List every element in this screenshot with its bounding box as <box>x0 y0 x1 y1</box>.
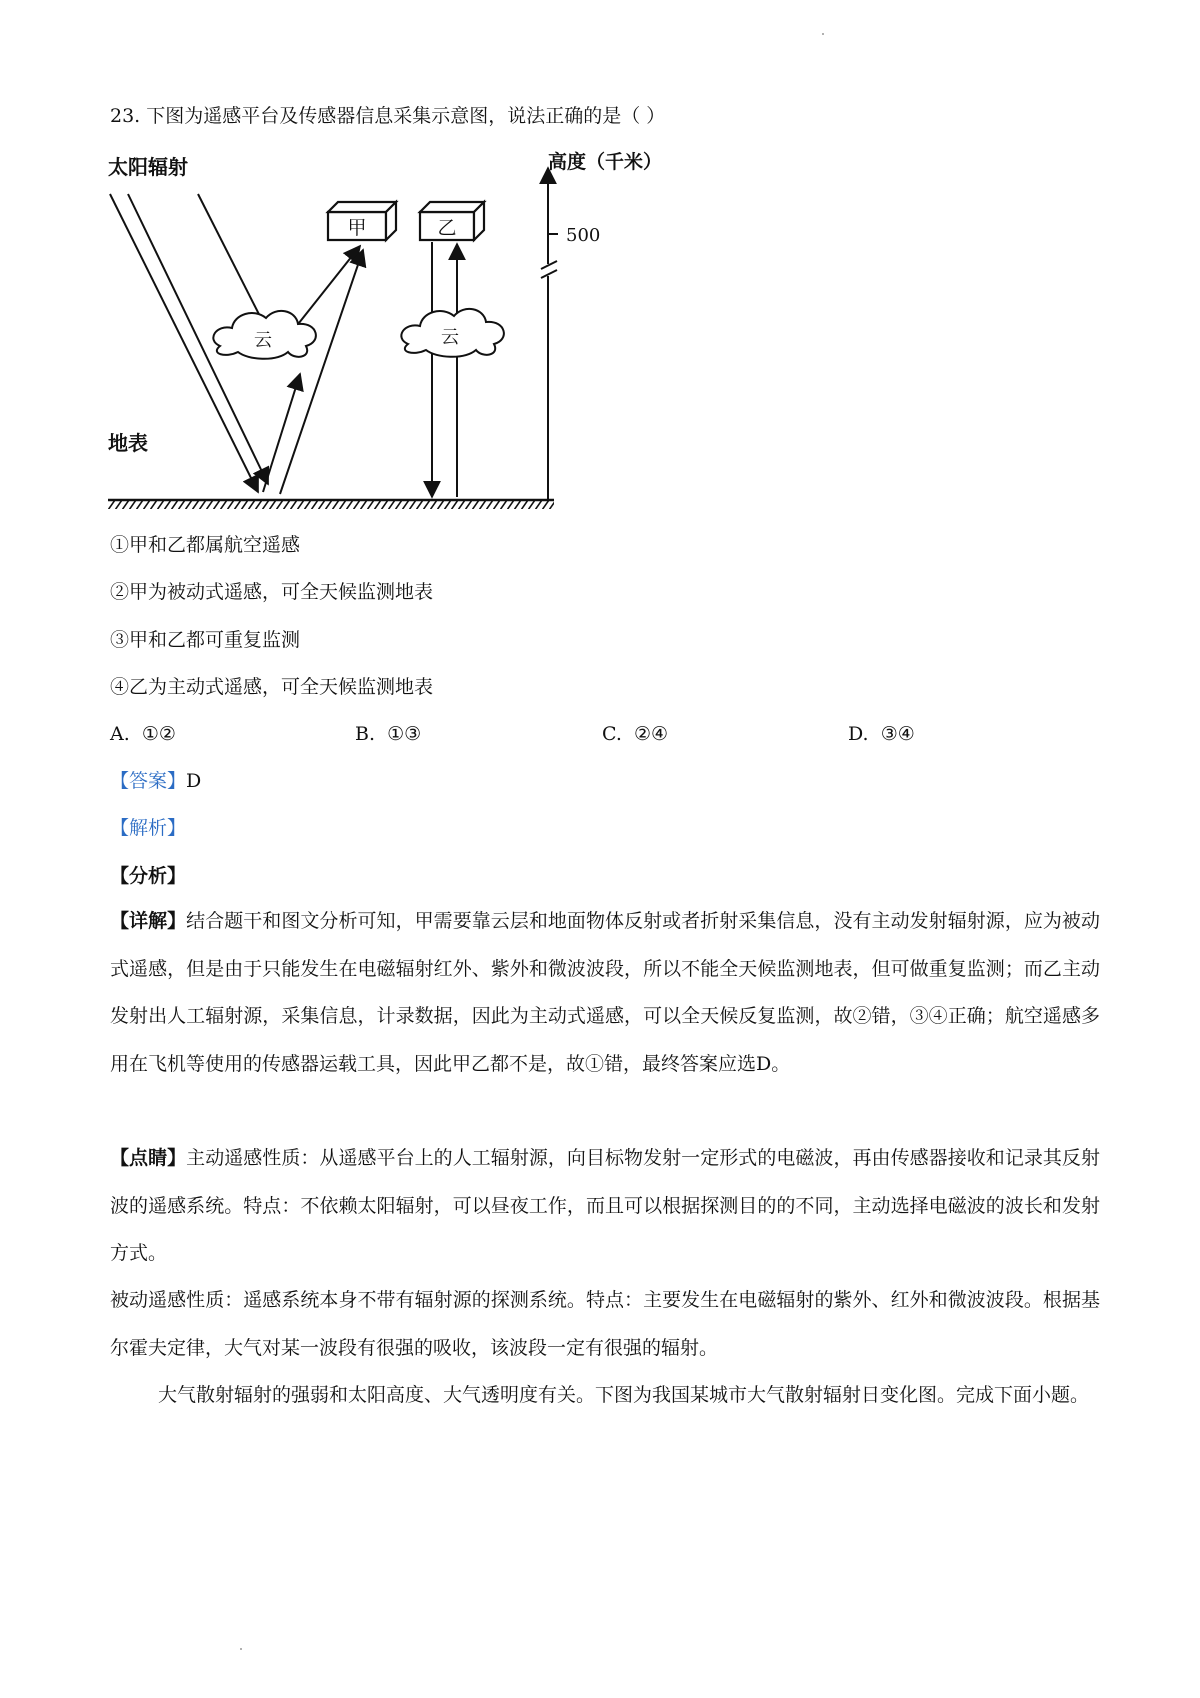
question-stem: 23. 下图为遥感平台及传感器信息采集示意图，说法正确的是（ ） <box>110 105 666 127</box>
dianjing-paragraph <box>110 1135 1100 1278</box>
cloud-left <box>213 311 316 359</box>
detail-text: 结合题干和图文分析可知，甲需要靠云层和地面物体反射或者折射采集信息，没有主动发射辐射源，应为被动式遥感，但是由于只能发生在电磁辐射红外、紫外和微波波段，所以不能全天候监测地表，但可做重复监测；而乙主动发射出人工辐射源，采集信息，计录数据，因此为主动式遥感，可以全天候反复监测，故②错，③④正确；航空遥感多用在飞机等使用的传感器运载工具，因此甲乙都不是，故①错，最终答案应选D。 <box>110 910 1100 1075</box>
option-b <box>355 722 421 746</box>
option-d <box>848 722 915 746</box>
passive-paragraph: 被动遥感性质：遥感系统本身不带有辐射源的探测系统。特点：主要发生在电磁辐射的紫外、红外和微波波段。根据基尔霍夫定律，大气对某一波段有很强的吸收，该波段一定有很强的辐射。 <box>110 1289 1100 1359</box>
remote-sensing-diagram <box>108 140 663 510</box>
answer-label: 【答案】 <box>110 770 187 792</box>
ground-label: 地表 <box>108 431 148 455</box>
option-a-text: ①② <box>141 723 176 745</box>
detail-paragraph <box>110 898 1100 1088</box>
satellite-jia <box>328 202 396 240</box>
axis-tick-500-label: 500 <box>566 225 601 246</box>
cloud-right <box>401 309 504 357</box>
analysis-label: 【解析】 <box>110 817 187 839</box>
answer-value: D <box>186 770 202 792</box>
ground-hatch <box>108 501 554 509</box>
reflect-ground-to-jia <box>280 250 363 494</box>
statement-1: ①甲和乙都属航空遥感 <box>110 534 301 556</box>
dianjing-text: 主动遥感性质：从遥感平台上的人工辐射源，向目标物发射一定形式的电磁波，再由传感器接收和记录其反射波的遥感系统。特点：不依赖太阳辐射，可以昼夜工作，而且可以根据探测目的的不同，主动选择电磁波的波长和发射方式。 <box>110 1147 1100 1264</box>
cloud-right-label: 云 <box>441 327 459 348</box>
option-a-key: A. <box>110 723 130 745</box>
satellite-jia-label: 甲 <box>347 217 367 239</box>
option-d-text: ③④ <box>880 723 915 745</box>
option-b-text: ①③ <box>387 723 422 745</box>
statement-3: ③甲和乙都可重复监测 <box>110 629 301 651</box>
reflect-ground-to-cloud <box>263 374 300 492</box>
option-c <box>602 722 668 746</box>
cloud-left-label: 云 <box>254 330 272 351</box>
statement-4: ④乙为主动式遥感，可全天候监测地表 <box>110 676 434 698</box>
satellite-yi <box>420 202 484 240</box>
height-axis-label: 高度（千米） <box>548 151 663 173</box>
dianjing-label: 【点睛】 <box>110 1147 187 1169</box>
fenxi-label: 【分析】 <box>110 865 187 887</box>
answer-line <box>110 769 201 793</box>
page-speck-top <box>822 33 824 35</box>
satellite-yi-label: 乙 <box>437 217 457 239</box>
statement-2: ②甲为被动式遥感，可全天候监测地表 <box>110 581 434 603</box>
page-speck-bottom <box>240 1648 242 1650</box>
option-c-key: C. <box>602 723 622 745</box>
sun-radiation-label: 太阳辐射 <box>108 155 188 179</box>
detail-label: 【详解】 <box>110 910 187 932</box>
option-d-key: D. <box>848 723 869 745</box>
next-intro-paragraph: 大气散射辐射的强弱和太阳高度、大气透明度有关。下图为我国某城市大气散射辐射日变化图。完成下面小题。 <box>158 1384 1090 1406</box>
option-b-key: B. <box>355 723 376 745</box>
option-c-text: ②④ <box>634 723 669 745</box>
option-a <box>110 722 176 746</box>
